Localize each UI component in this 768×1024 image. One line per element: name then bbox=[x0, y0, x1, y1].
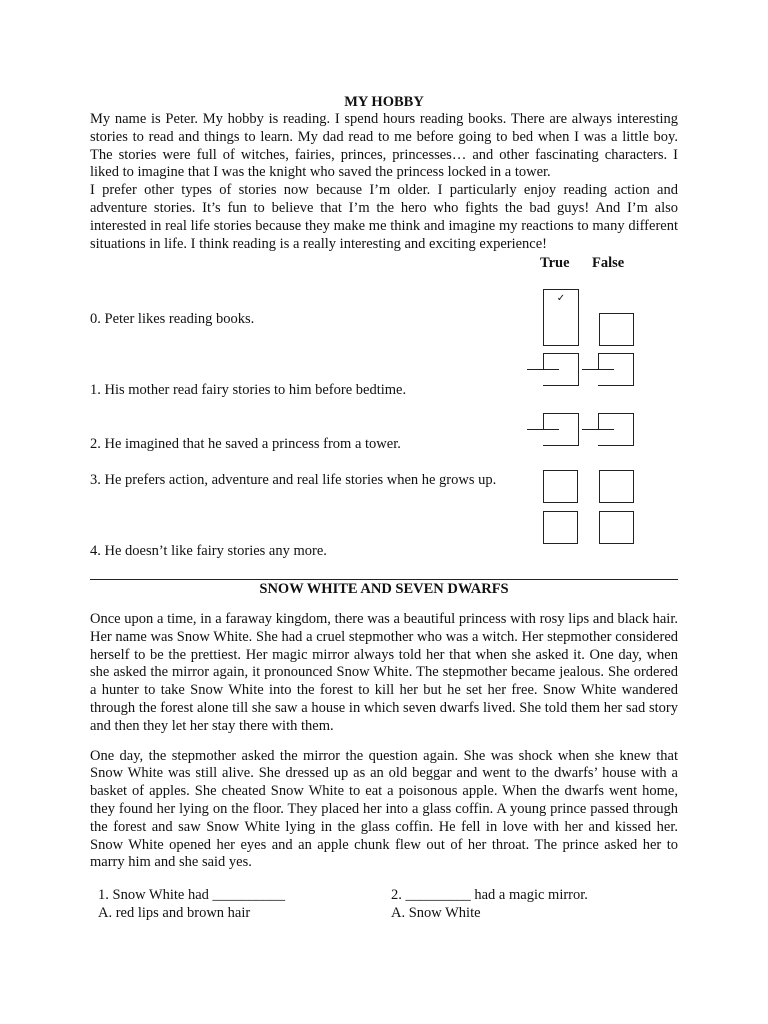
answer-box-0-false[interactable] bbox=[599, 313, 634, 346]
mc-option-a[interactable]: A. red lips and brown hair bbox=[98, 905, 251, 921]
false-column-header: False bbox=[592, 255, 625, 271]
question-1: 1. His mother read fairy stories to him before bedtime. bbox=[90, 382, 407, 398]
passage-paragraph: I prefer other types of stories now because I’m older. I particularly enjoy reading action and adventure stories. It’s fun to believe that I’m the hero who fights the bad guys! And I’m also interested in real life stories because they make me think and imagine my reactions to many different situations in life. I think reading is a really interesting and exciting experience! bbox=[90, 182, 678, 252]
question-0: 0. Peter likes reading books. bbox=[90, 311, 255, 327]
mc-question-text: 2. _________ had a magic mirror. bbox=[391, 887, 588, 903]
answer-box-0-true[interactable] bbox=[543, 289, 579, 346]
question-2: 2. He imagined that he saved a princess from a tower. bbox=[90, 436, 401, 452]
question-3: 3. He prefers action, adventure and real life stories when he grows up. bbox=[90, 472, 497, 488]
answer-box-4-true[interactable] bbox=[543, 511, 578, 544]
question-4: 4. He doesn’t like fairy stories any more. bbox=[90, 543, 327, 559]
true-column-header: True bbox=[540, 255, 570, 271]
mc-question-text: 1. Snow White had __________ bbox=[98, 887, 286, 903]
answer-box-3-true[interactable] bbox=[543, 470, 578, 503]
check-mark-icon: ✓ bbox=[556, 293, 566, 304]
answer-box-3-false[interactable] bbox=[599, 470, 634, 503]
answer-box-1-false[interactable] bbox=[582, 353, 634, 386]
section-title-my-hobby: MY HOBBY bbox=[344, 94, 424, 110]
answer-box-1-true[interactable] bbox=[527, 353, 579, 386]
answer-box-2-true[interactable] bbox=[527, 413, 579, 446]
answer-box-4-false[interactable] bbox=[599, 511, 634, 544]
section-title-snow-white: SNOW WHITE AND SEVEN DWARFS bbox=[259, 581, 509, 597]
answer-box-2-false[interactable] bbox=[582, 413, 634, 446]
reading-passage-snow-white bbox=[90, 611, 678, 872]
passage-paragraph: Once upon a time, in a faraway kingdom, there was a beautiful princess with rosy lips and black hair. Her name was Snow White. She had a cruel stepmother who was a witch. Her stepmother considered herself to be the prettiest. Her magic mirror always told her that when she asked it. One day, when she asked the mirror again, it pronounced Snow White. The stepmother became jealous. She ordered a hunter to take Snow White into the forest to kill her but he set her free. Snow White wandered through the forest alone till she saw a house in which seven dwarfs lived. She told them her sad story and then they let her stay there with them. bbox=[90, 611, 678, 734]
mc-question-2 bbox=[391, 886, 671, 922]
reading-passage-my-hobby bbox=[90, 111, 678, 253]
passage-paragraph: My name is Peter. My hobby is reading. I spend hours reading books. There are always interesting stories to read and things to learn. My dad read to me before going to bed when I was a little boy. The stories were full of witches, fairies, princes, princesses… and other fascinating characters. I liked to imagine that I was the knight who saved the princess locked in a tower. bbox=[90, 111, 678, 181]
mc-question-1 bbox=[98, 886, 378, 922]
passage-paragraph: One day, the stepmother asked the mirror the question again. She was shock when she knew that Snow White was still alive. She dressed up as an old beggar and went to the dwarfs’ house with a basket of apples. She cheated Snow White to eat a poisonous apple. When the dwarfs went home, they found her lying on the floor. They placed her into a glass coffin. A young prince passed through the forest and saw Snow White lying in the glass coffin. He fell in love with her and kissed her. Snow White opened her eyes and an apple chunk flew out of her throat. The prince asked her to marry him and she said yes. bbox=[90, 747, 678, 871]
mc-option-a[interactable]: A. Snow White bbox=[391, 905, 481, 921]
section-divider bbox=[90, 579, 678, 580]
